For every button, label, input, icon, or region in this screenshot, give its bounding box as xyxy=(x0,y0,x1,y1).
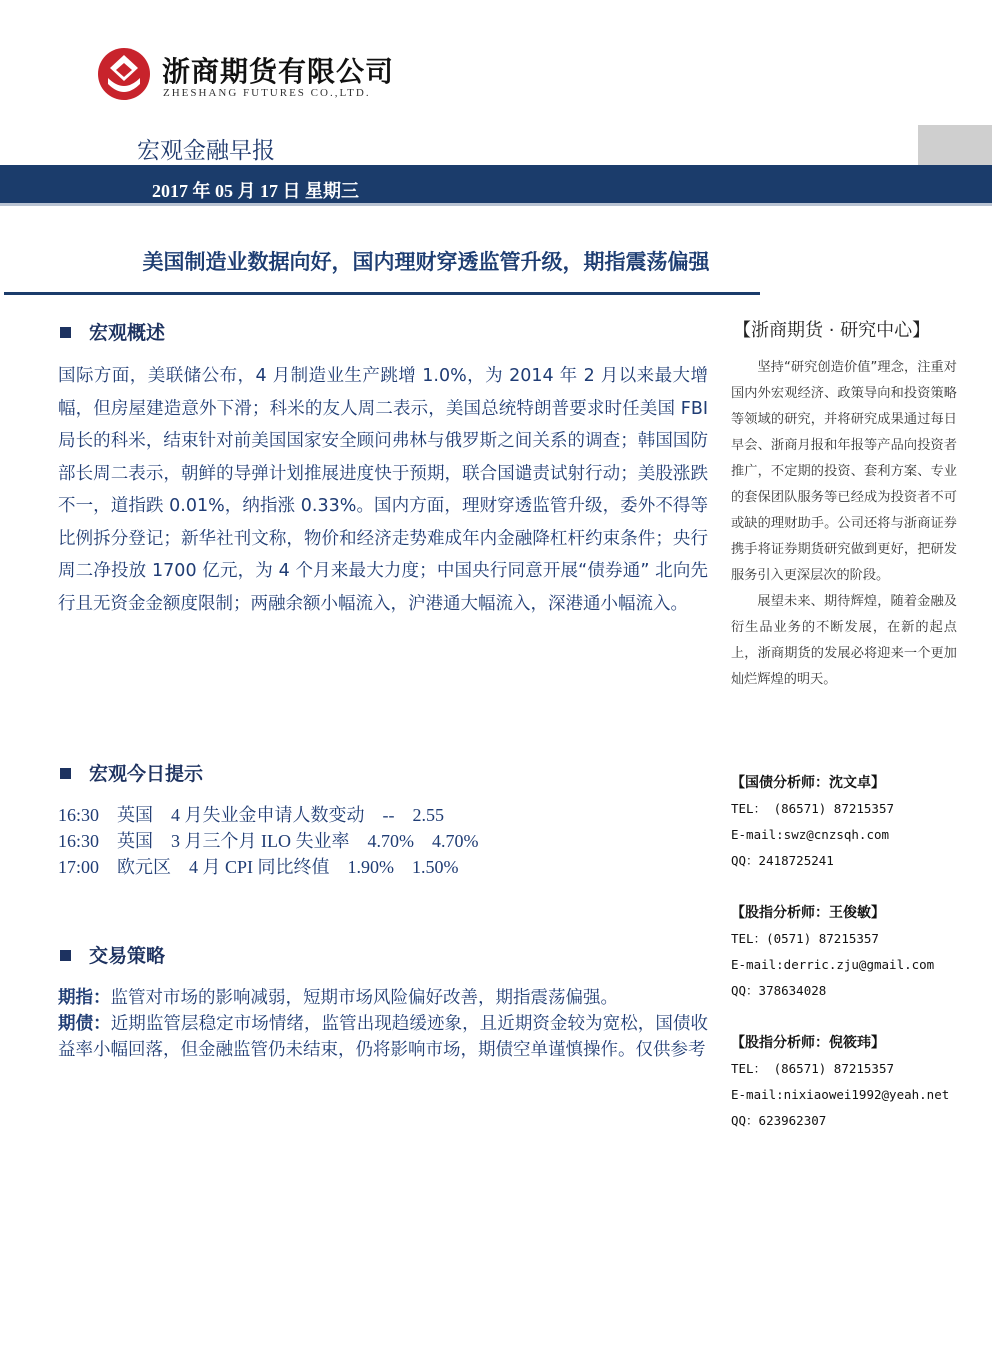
header-gray-block xyxy=(918,125,992,165)
strategy-index: 期指：监管对市场的影响减弱，短期市场风险偏好改善，期指震荡偏强。 xyxy=(58,988,618,1008)
tips-table xyxy=(58,802,497,880)
headline: 美国制造业数据向好，国内理财穿透监管升级，期指震荡偏强 xyxy=(142,250,710,274)
square-bullet-icon xyxy=(60,950,71,961)
analyst-tel: TEL： (86571) 87215357 xyxy=(731,801,895,816)
analyst-name: 【股指分析师：倪筱玮】 xyxy=(731,1035,885,1051)
section-title-macro: 宏观概述 xyxy=(60,318,165,345)
analyst-qq: QQ：378634028 xyxy=(731,983,827,998)
strategy-bond: 期债：近期监管层稳定市场情绪，监管出现趋缓迹象，且近期资金较为宽松，国债收益率小幅回落，但金融监管仍未结束，仍将影响市场，期债空单谨慎操作。仅供参考 xyxy=(58,1014,709,1060)
analyst-qq: QQ：2418725241 xyxy=(731,853,834,868)
analyst-tel: TEL： (86571) 87215357 xyxy=(731,1061,895,1076)
square-bullet-icon xyxy=(60,327,71,338)
company-name-cn: 浙商期货有限公司 xyxy=(162,55,395,88)
section-title-strategy: 交易策略 xyxy=(60,941,165,968)
section-title-tips: 宏观今日提示 xyxy=(60,759,203,786)
analyst-card xyxy=(731,1030,971,1134)
analyst-email[interactable]: E-mail:swz@cnzsqh.com xyxy=(731,827,890,842)
tips-row: 17:00 欧元区 4 月 CPI 同比终值 1.90% 1.50% xyxy=(58,857,459,877)
report-date: 2017 年 05 月 17 日 星期三 xyxy=(152,181,359,201)
square-bullet-icon xyxy=(60,768,71,779)
macro-overview-text: 国际方面，美联储公布，4 月制造业生产跳增 1.0%，为 2014 年 2 月以来最大增幅，但房屋建造意外下滑；科米的友人周二表示，美国总统特朗普要求时任美国 FBI 局长的科米，结束针对前美国国家安全顾问弗林与俄罗斯之间关系的调查；韩国国防部长周二表示，朝鲜的导弹计划推展进度快于预期，联合国谴责试射行动；美股涨跌不一，道指跌 0.01%，纳指涨 0.33%。国内方面，理财穿透监管升级，委外不得等比例拆分登记；新华社刊文称，物价和经济走势难成年内金融降杠杆约束条件；央行周二净投放 1700 亿元，为 4 个月来最大力度；中国央行同意开展“债券通” 北向先行且无资金金额度限制；两融余额小幅流入，沪港通大幅流入，深港通小幅流入。 xyxy=(58,366,708,614)
report-type: 宏观金融早报 xyxy=(137,138,275,164)
sidebar-title: 【浙商期货 · 研究中心】 xyxy=(733,320,931,341)
company-name-en: ZHESHANG FUTURES CO.,LTD. xyxy=(163,87,371,99)
tips-row: 16:30 英国 3 月三个月 ILO 失业率 4.70% 4.70% xyxy=(58,831,479,851)
strategy-text xyxy=(58,985,708,1063)
date-bar xyxy=(0,165,992,206)
headline-divider xyxy=(4,292,760,295)
company-logo xyxy=(96,46,152,102)
analyst-qq: QQ：623962307 xyxy=(731,1113,827,1128)
analyst-email[interactable]: E-mail:derric.zju@gmail.com xyxy=(731,957,935,972)
analyst-card xyxy=(731,900,971,1004)
sidebar-intro: 坚持“研究创造价值”理念，注重对国内外宏观经济、政策导向和投资策略等领域的研究，并将研究成果通过每日早会、浙商月报和年报等产品向投资者推广，不定期的投资、套利方案、专业的套保团队服务等已经成为投资者不可或缺的理财助手。公司还将与浙商证券携手将证券期货研究做到更好，把研发服务引入更深层次的阶段。 展望未来、期待辉煌，随着金融及衍生品业务的不断发展，在新的起点上，浙商期货的发展必将迎来一个更加灿烂辉煌的明天。 xyxy=(731,360,957,687)
tips-row: 16:30 英国 4 月失业金申请人数变动 -- 2.55 xyxy=(58,805,445,825)
analyst-card xyxy=(731,770,971,874)
analyst-email[interactable]: E-mail:nixiaowei1992@yeah.net xyxy=(731,1087,950,1102)
analyst-tel: TEL：(0571) 87215357 xyxy=(731,931,879,946)
analyst-name: 【股指分析师：王俊敏】 xyxy=(731,905,885,921)
analyst-name: 【国债分析师：沈文卓】 xyxy=(731,775,885,791)
